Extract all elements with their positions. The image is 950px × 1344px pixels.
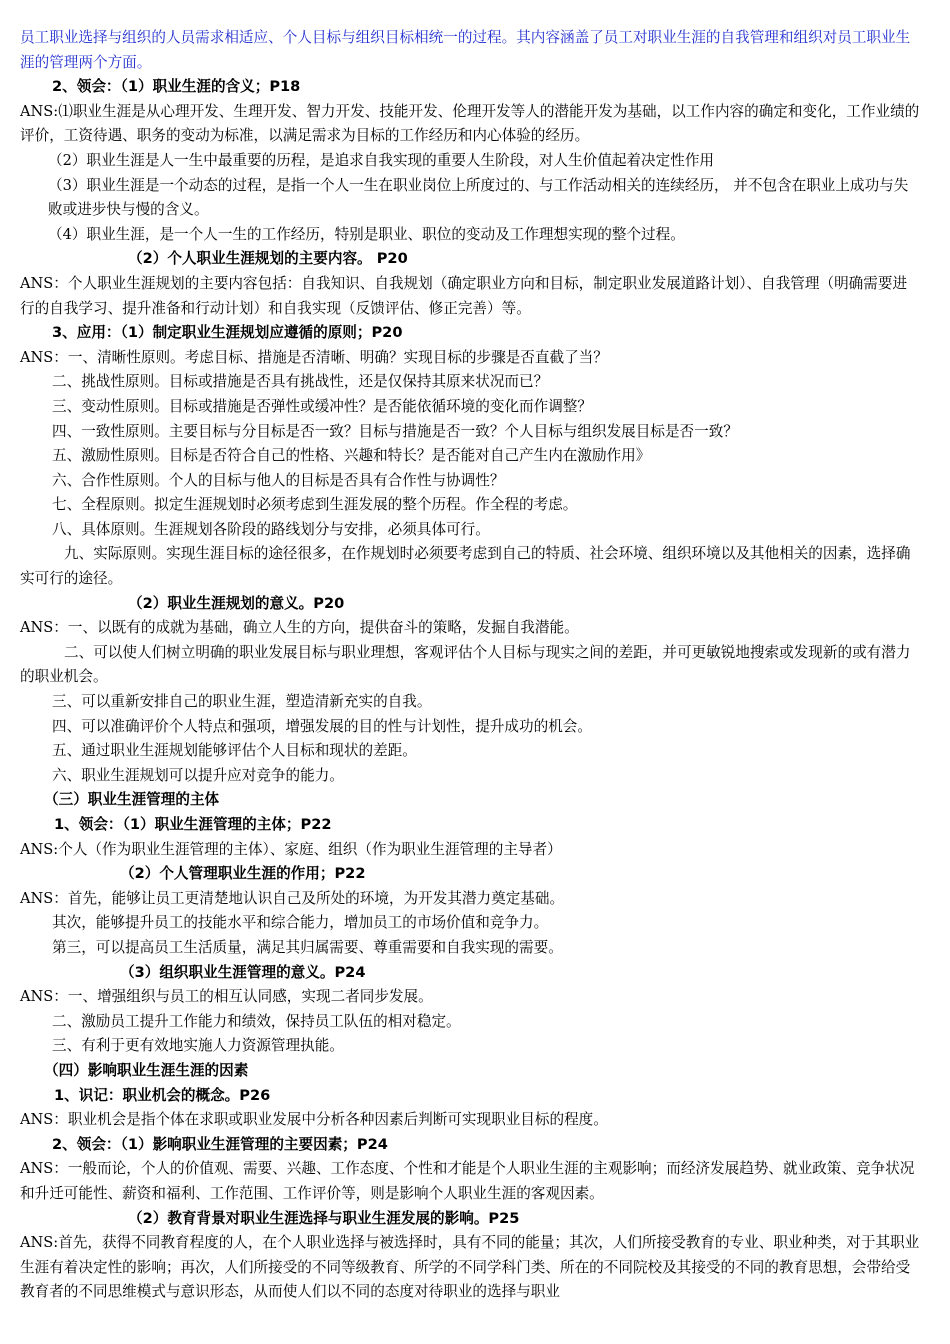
answer-career-meaning-3: （3）职业生涯是一个动态的过程，是指一个人一生在职业岗位上所度过的、与工作活动相关的连续经历， 并不包含在职业上成功与失败或进步快与慢的含义。 [48, 176, 909, 219]
heading-career-plan-significance: （2）职业生涯规划的意义。P20 [128, 594, 345, 612]
answer-significance-2: 二、可以使人们树立明确的职业发展目标与职业理想，客观评估个人目标与现实之间的差距，并可更敏锐地搜索或发现新的或有潜力的职业机会。 [20, 643, 911, 686]
answer-career-meaning-4: （4）职业生涯，是一个人一生的工作经历，特别是职业、职位的变动及工作理想实现的整个过程。 [48, 225, 685, 243]
answer-role-first: ANS：首先，能够让员工更清楚地认识自己及所处的环境，为开发其潜力奠定基础。 [20, 889, 565, 907]
answer-personal-career-plan-content: ANS：个人职业生涯规划的主要内容包括：自我知识、自我规划（确定职业方向和目标，制定职业发展道路计划）、自我管理（明确需要进行的自我学习、提升准备和行动计划）和自我实现（反馈评估、修正完善）等。 [20, 274, 908, 317]
answer-significance-1: ANS：一、以既有的成就为基础，确立人生的方向，提供奋斗的策略，发掘自我潜能。 [20, 619, 579, 637]
answer-principle-9: 九、实际原则。实现生涯目标的途径很多，在作规划时必须要考虑到自己的特质、社会环境、组织环境以及其他相关的因素，选择确实可行的途径。 [20, 545, 911, 588]
heading-organization-management-significance: （3）组织职业生涯管理的意义。P24 [120, 963, 366, 981]
answer-significance-6: 六、职业生涯规划可以提升应对竞争的能力。 [52, 766, 344, 784]
heading-3-apply-planning-principles: 3、应用：（1）制定职业生涯规划应遵循的原则；P20 [52, 324, 403, 342]
answer-role-third: 第三，可以提高员工生活质量，满足其归属需要、尊重需要和自我实现的需要。 [52, 938, 563, 956]
heading-1-comprehend-management-subject: 1、领会：（1）职业生涯管理的主体；P22 [54, 816, 332, 833]
answer-significance-3: 三、可以重新安排自己的职业生涯，塑造清新充实的自我。 [52, 693, 432, 711]
answer-principle-8: 八、具体原则。生涯规划各阶段的路线划分与安排，必须具体可行。 [52, 520, 490, 538]
answer-principle-3: 三、变动性原则。目标或措施是否弹性或缓冲性？是否能依循环境的变化而作调整？ [52, 397, 592, 415]
heading-2-comprehend-main-factors: 2、领会：（1）影响职业生涯管理的主要因素；P24 [52, 1135, 388, 1153]
answer-career-meaning-1: ANS:⑴职业生涯是从心理开发、生理开发、智力开发、技能开发、伦理开发等人的潜能开发为基础，以工作内容的确定和变化，工作业绩的评价，工资待遇、职务的变动为标准，以满足需求为目标的工作经历和内心体验的经历。 [20, 102, 920, 145]
answer-principle-5: 五、激励性原则。目标是否符合自己的性格、兴趣和特长？是否能对自己产生内在激励作用》 [52, 447, 651, 465]
heading-education-background-influence: （2）教育背景对职业生涯选择与职业生涯发展的影响。P25 [128, 1209, 520, 1227]
answer-career-opportunity: ANS：职业机会是指个体在求职或职业发展中分析各种因素后判断可实现职业目标的程度。 [20, 1111, 608, 1129]
answer-significance-5: 五、通过职业生涯规划能够评估个人目标和现状的差距。 [52, 742, 417, 760]
answer-management-subject: ANS:个人（作为职业生涯管理的主体）、家庭、组织（作为职业生涯管理的主导者） [20, 840, 562, 858]
heading-personal-career-plan-content: （2）个人职业生涯规划的主要内容。 P20 [128, 250, 408, 268]
answer-significance-4: 四、可以准确评价个人特点和强项，增强发展的目的性与计划性，提升成功的机会。 [52, 717, 592, 735]
answer-career-meaning-2: （2）职业生涯是人一生中最重要的历程，是追求自我实现的重要人生阶段，对人生价值起着决定性作用 [48, 151, 715, 169]
answer-principle-7: 七、全程原则。拟定生涯规划时必须考虑到生涯发展的整个历程。作全程的考虑。 [52, 496, 578, 514]
answer-org-significance-3: 三、有利于更有效地实施人力资源管理执能。 [52, 1037, 344, 1055]
intro-paragraph: 员工职业选择与组织的人员需求相适应、个人目标与组织目标相统一的过程。其内容涵盖了员工对职业生涯的自我管理和组织对员工职业生涯的管理两个方面。 [20, 29, 911, 71]
heading-1-recall-career-opportunity: 1、识记：职业机会的概念。P26 [54, 1086, 271, 1104]
answer-main-factors: ANS：一般而论，个人的价值观、需要、兴趣、工作态度、个性和才能是个人职业生涯的主观影响；而经济发展趋势、就业政策、竞争状况和升迁可能性、薪资和福利、工作范围、工作评价等，则是影响个人职业生涯的客观因素。 [20, 1160, 915, 1202]
answer-principle-2: 二、挑战性原则。目标或措施是否具有挑战性，还是仅保持其原来状况而已？ [52, 373, 549, 391]
answer-principle-1: ANS：一、清晰性原则。考虑目标、措施是否清晰、明确？实现目标的步骤是否直截了当？ [20, 348, 608, 366]
answer-education-influence: ANS:首先，获得不同教育程度的人，在个人职业选择与被选择时，具有不同的能量；其次，人们所接受教育的专业、职业种类，对于其职业生涯有着决定性的影响；再次，人们所接受的不同等级教育、所学的不同学科门类、所在的不同院校及其接受的不同的教育思想，会带给受教育者的不同思维模式与意识形态，从而使人们以不同的态度对待职业的选择与职业 [20, 1234, 920, 1301]
heading-personal-management-role: （2）个人管理职业生涯的作用；P22 [120, 865, 366, 883]
section-3-career-management-subject: （三）职业生涯管理的主体 [44, 791, 220, 809]
answer-principle-6: 六、合作性原则。个人的目标与他人的目标是否具有合作性与协调性？ [52, 471, 505, 489]
answer-org-significance-2: 二、激励员工提升工作能力和绩效，保持员工队伍的相对稳定。 [52, 1012, 461, 1030]
heading-2-comprehend-career-meaning: 2、领会：（1）职业生涯的含义；P18 [52, 78, 301, 96]
answer-principle-4: 四、一致性原则。主要目标与分目标是否一致？目标与措施是否一致？个人目标与组织发展目标是否一致？ [52, 422, 738, 440]
section-4-influencing-factors: （四）影响职业生涯生涯的因素 [44, 1061, 249, 1079]
answer-role-second: 其次，能够提升员工的技能水平和综合能力，增加员工的市场价值和竞争力。 [52, 914, 549, 932]
answer-org-significance-1: ANS：一、增强组织与员工的相互认同感，实现二者同步发展。 [20, 988, 433, 1006]
